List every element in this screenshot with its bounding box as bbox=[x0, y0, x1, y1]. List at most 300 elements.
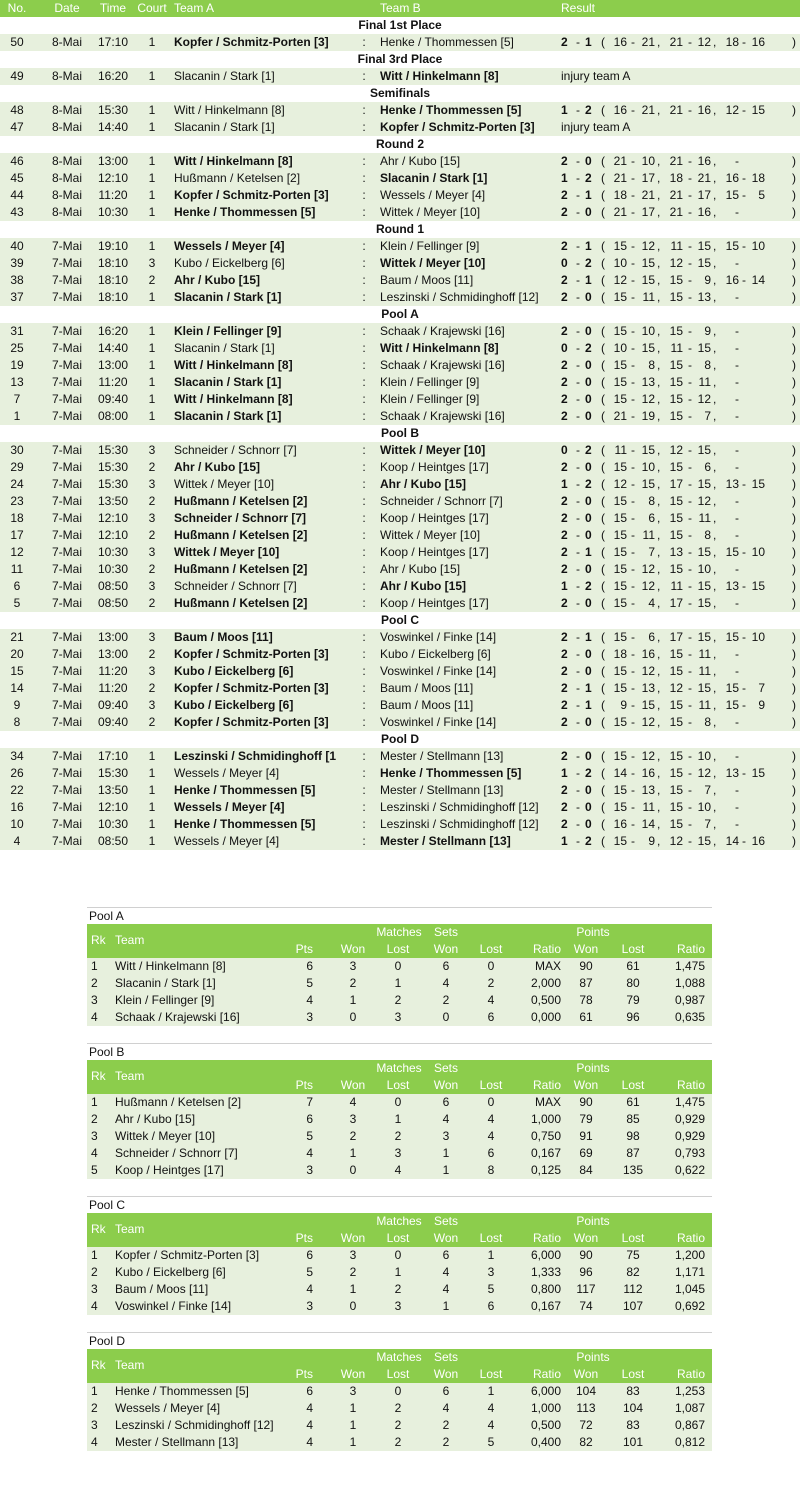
match-date: 8-Mai bbox=[51, 188, 82, 202]
set-score-a: 11 bbox=[670, 341, 683, 355]
matches-won: 3 bbox=[349, 1384, 357, 1398]
sets-won-a: 1 bbox=[561, 103, 568, 117]
match-row bbox=[0, 272, 800, 289]
match-court: 1 bbox=[148, 834, 156, 848]
set-dash: - bbox=[688, 664, 692, 678]
team-a: Wessels / Meyer [4] bbox=[174, 766, 280, 780]
header-lost: Lost bbox=[621, 1367, 645, 1381]
set-comma: , bbox=[657, 443, 661, 457]
match-row bbox=[0, 680, 800, 697]
sets-won-b: 0 bbox=[585, 749, 592, 763]
set-score-b: 7 bbox=[648, 545, 655, 559]
score-dash: - bbox=[576, 324, 580, 338]
sets-won-b: 1 bbox=[585, 545, 592, 559]
sets-won-a: 2 bbox=[561, 681, 568, 695]
set-score-b: 15 bbox=[641, 443, 655, 457]
set-dash: - bbox=[742, 766, 746, 780]
set-comma: , bbox=[657, 630, 661, 644]
set-score-a: 15 bbox=[669, 647, 683, 661]
set-score-a: 15 bbox=[725, 681, 739, 695]
header-won: Won bbox=[433, 1367, 459, 1381]
score-dash: - bbox=[576, 545, 580, 559]
sets-won-a: 2 bbox=[561, 324, 568, 338]
header-ratio: Ratio bbox=[532, 1078, 561, 1092]
match-row bbox=[0, 374, 800, 391]
points-won: 69 bbox=[579, 1146, 593, 1160]
set-score-a: 18 bbox=[613, 647, 627, 661]
sets-won-a: 2 bbox=[561, 392, 568, 406]
set-comma: , bbox=[713, 188, 717, 202]
set-dash: - bbox=[631, 766, 635, 780]
set-dash: - bbox=[688, 596, 692, 610]
match-row bbox=[0, 204, 800, 221]
set-dash: - bbox=[631, 681, 635, 695]
set-dash: - bbox=[688, 239, 692, 253]
paren-open: ( bbox=[601, 392, 605, 406]
set-dash: - bbox=[631, 171, 635, 185]
paren-close: ) bbox=[792, 392, 796, 406]
set-score-a: 15 bbox=[669, 698, 683, 712]
team: Witt / Hinkelmann [8] bbox=[115, 959, 226, 973]
set-score-a: 13 bbox=[669, 545, 683, 559]
team-a: Ahr / Kubo [15] bbox=[174, 460, 260, 474]
set-comma: , bbox=[713, 596, 717, 610]
sets-won: 4 bbox=[442, 976, 450, 990]
sets-ratio: 0,167 bbox=[530, 1299, 561, 1313]
team-b: Leszinski / Schmidinghoff [12] bbox=[380, 290, 539, 304]
team-a: Hußmann / Ketelsen [2] bbox=[174, 494, 308, 508]
matches-won: 0 bbox=[349, 1163, 357, 1177]
points-ratio: 1,200 bbox=[674, 1248, 705, 1262]
set-score-a: - bbox=[735, 460, 739, 474]
set-dash: - bbox=[688, 290, 692, 304]
paren-close: ) bbox=[792, 188, 796, 202]
header-lost: Lost bbox=[479, 942, 503, 956]
set-dash: - bbox=[688, 358, 692, 372]
header-ratio: Ratio bbox=[532, 1231, 561, 1245]
set-dash: - bbox=[688, 562, 692, 576]
team-b: Koop / Heintges [17] bbox=[380, 511, 489, 525]
header-lost: Lost bbox=[386, 1231, 410, 1245]
points-won: 72 bbox=[579, 1418, 593, 1432]
match-no: 9 bbox=[13, 698, 21, 712]
match-result bbox=[561, 833, 800, 850]
set-comma: , bbox=[657, 579, 661, 593]
set-score-b: 10 bbox=[641, 460, 655, 474]
match-no: 4 bbox=[13, 834, 21, 848]
points-total: 5 bbox=[306, 976, 313, 990]
sets-won-b: 0 bbox=[585, 647, 592, 661]
versus-separator: : bbox=[362, 205, 366, 219]
set-score-a: - bbox=[735, 409, 739, 423]
sets-ratio: 0,125 bbox=[530, 1163, 561, 1177]
standings-row bbox=[87, 1383, 712, 1400]
set-score-b: 15 bbox=[641, 341, 655, 355]
set-score-a: - bbox=[735, 749, 739, 763]
sets-lost: 6 bbox=[487, 1010, 495, 1024]
sets-won-b: 0 bbox=[585, 358, 592, 372]
set-score-a: - bbox=[735, 596, 739, 610]
set-dash: - bbox=[742, 681, 746, 695]
match-row bbox=[0, 782, 800, 799]
set-dash: - bbox=[631, 545, 635, 559]
points-total: 4 bbox=[306, 1418, 313, 1432]
sets-lost: 1 bbox=[487, 1248, 495, 1262]
rank: 2 bbox=[91, 976, 98, 990]
match-result bbox=[561, 204, 800, 221]
set-dash: - bbox=[688, 375, 692, 389]
team-a: Baum / Moos [11] bbox=[174, 630, 273, 644]
set-score-a: 15 bbox=[669, 528, 683, 542]
set-comma: , bbox=[657, 256, 661, 270]
paren-close: ) bbox=[792, 443, 796, 457]
match-no: 34 bbox=[10, 749, 24, 763]
set-comma: , bbox=[713, 324, 717, 338]
set-score-b: 12 bbox=[697, 494, 711, 508]
match-court: 2 bbox=[148, 273, 156, 287]
set-comma: , bbox=[657, 188, 661, 202]
sets-won: 6 bbox=[442, 1095, 450, 1109]
matches-lost: 2 bbox=[394, 1418, 402, 1432]
set-score-a: 15 bbox=[669, 392, 683, 406]
pool-spacer bbox=[87, 1179, 712, 1196]
section-title: Final 1st Place bbox=[0, 17, 800, 34]
paren-open: ( bbox=[601, 511, 605, 525]
paren-open: ( bbox=[601, 579, 605, 593]
header-matches: Matches bbox=[376, 1214, 422, 1228]
match-result bbox=[561, 578, 800, 595]
set-dash: - bbox=[742, 477, 746, 491]
set-score-a: 15 bbox=[613, 562, 627, 576]
set-comma: , bbox=[657, 511, 661, 525]
points-won: 82 bbox=[579, 1435, 593, 1449]
set-score-a: - bbox=[735, 341, 739, 355]
set-score-b: 11 bbox=[698, 511, 711, 525]
score-dash: - bbox=[576, 834, 580, 848]
set-score-a: 13 bbox=[725, 477, 739, 491]
match-time: 08:50 bbox=[97, 579, 129, 593]
set-score-a: - bbox=[735, 494, 739, 508]
team-b: Henke / Thommessen [5] bbox=[380, 766, 522, 780]
match-result bbox=[561, 544, 800, 561]
paren-close: ) bbox=[792, 647, 796, 661]
set-dash: - bbox=[742, 579, 746, 593]
set-score-a: 15 bbox=[613, 596, 627, 610]
match-row bbox=[0, 153, 800, 170]
header-team-a: Team A bbox=[174, 1, 215, 15]
set-score-b: 15 bbox=[751, 103, 765, 117]
set-comma: , bbox=[713, 681, 717, 695]
versus-separator: : bbox=[362, 375, 366, 389]
header-no: No. bbox=[7, 1, 27, 15]
match-date: 7-Mai bbox=[51, 749, 82, 763]
match-row bbox=[0, 442, 800, 459]
paren-close: ) bbox=[792, 800, 796, 814]
set-score-a: 15 bbox=[613, 630, 627, 644]
set-dash: - bbox=[688, 545, 692, 559]
set-score-a: 10 bbox=[613, 256, 627, 270]
set-score-a: 15 bbox=[669, 358, 683, 372]
set-score-b: 13 bbox=[697, 290, 711, 304]
score-dash: - bbox=[576, 647, 580, 661]
set-score-b: 11 bbox=[698, 664, 711, 678]
versus-separator: : bbox=[362, 766, 366, 780]
team-b: Ahr / Kubo [15] bbox=[380, 477, 466, 491]
match-time: 17:10 bbox=[97, 35, 129, 49]
standings-row bbox=[87, 1009, 712, 1026]
team-b: Wittek / Meyer [10] bbox=[380, 443, 486, 457]
set-score-a: 15 bbox=[613, 290, 627, 304]
matches-won: 2 bbox=[349, 1265, 357, 1279]
set-dash: - bbox=[688, 800, 692, 814]
team: Slacanin / Stark [1] bbox=[115, 976, 216, 990]
versus-separator: : bbox=[362, 579, 366, 593]
set-dash: - bbox=[631, 103, 635, 117]
points-total: 6 bbox=[306, 1248, 313, 1262]
set-dash: - bbox=[688, 834, 692, 848]
sets-won-a: 2 bbox=[561, 511, 568, 525]
set-score-a: 9 bbox=[620, 698, 627, 712]
set-comma: , bbox=[657, 834, 661, 848]
matches-lost: 0 bbox=[394, 959, 402, 973]
match-no: 48 bbox=[10, 103, 24, 117]
team: Voswinkel / Finke [14] bbox=[115, 1299, 232, 1313]
set-comma: , bbox=[657, 528, 661, 542]
team-b: Schaak / Krajewski [16] bbox=[380, 324, 505, 338]
sets-won-a: 2 bbox=[561, 409, 568, 423]
match-court: 1 bbox=[148, 375, 156, 389]
set-score-a: - bbox=[735, 375, 739, 389]
sets-won-b: 0 bbox=[585, 392, 592, 406]
match-row bbox=[0, 34, 800, 51]
set-dash: - bbox=[742, 239, 746, 253]
match-date: 7-Mai bbox=[51, 460, 82, 474]
header-ratio: Ratio bbox=[676, 1367, 705, 1381]
match-date: 7-Mai bbox=[51, 630, 82, 644]
versus-separator: : bbox=[362, 664, 366, 678]
paren-open: ( bbox=[601, 698, 605, 712]
sets-lost: 2 bbox=[487, 976, 495, 990]
sets-won: 4 bbox=[442, 1112, 450, 1126]
match-result bbox=[561, 663, 800, 680]
set-score-b: 8 bbox=[704, 715, 711, 729]
set-dash: - bbox=[688, 698, 692, 712]
match-result bbox=[561, 765, 800, 782]
match-court: 2 bbox=[148, 528, 156, 542]
score-dash: - bbox=[576, 494, 580, 508]
section-title: Pool A bbox=[0, 306, 800, 323]
set-score-b: 7 bbox=[704, 817, 711, 831]
set-score-b: 15 bbox=[697, 477, 711, 491]
set-score-a: 15 bbox=[613, 749, 627, 763]
match-no: 26 bbox=[10, 766, 24, 780]
set-comma: , bbox=[713, 749, 717, 763]
paren-open: ( bbox=[601, 817, 605, 831]
team-b: Schaak / Krajewski [16] bbox=[380, 358, 505, 372]
set-score-b: 10 bbox=[697, 800, 711, 814]
set-score-b: 15 bbox=[641, 273, 655, 287]
sets-won-a: 1 bbox=[561, 171, 568, 185]
sets-won-a: 2 bbox=[561, 647, 568, 661]
match-row bbox=[0, 527, 800, 544]
match-result bbox=[561, 782, 800, 799]
points-lost: 87 bbox=[626, 1146, 640, 1160]
sets-won-a: 2 bbox=[561, 358, 568, 372]
team: Kopfer / Schmitz-Porten [3] bbox=[115, 1248, 260, 1262]
set-comma: , bbox=[713, 409, 717, 423]
points-ratio: 0,812 bbox=[674, 1435, 705, 1449]
paren-close: ) bbox=[792, 494, 796, 508]
team-a: Kubo / Eickelberg [6] bbox=[174, 664, 294, 678]
set-dash: - bbox=[688, 341, 692, 355]
set-comma: , bbox=[657, 35, 661, 49]
points-lost: 80 bbox=[626, 976, 640, 990]
team-b: Baum / Moos [11] bbox=[380, 681, 474, 695]
sets-won-b: 1 bbox=[585, 273, 592, 287]
versus-separator: : bbox=[362, 817, 366, 831]
set-comma: , bbox=[657, 239, 661, 253]
sets-won: 2 bbox=[442, 993, 450, 1007]
set-score-b: 15 bbox=[697, 834, 711, 848]
team: Ahr / Kubo [15] bbox=[115, 1112, 196, 1126]
score-dash: - bbox=[576, 341, 580, 355]
paren-close: ) bbox=[792, 171, 796, 185]
match-date: 7-Mai bbox=[51, 290, 82, 304]
set-comma: , bbox=[713, 290, 717, 304]
match-court: 1 bbox=[148, 392, 156, 406]
match-court: 1 bbox=[148, 324, 156, 338]
match-row bbox=[0, 799, 800, 816]
score-dash: - bbox=[576, 171, 580, 185]
points-ratio: 1,045 bbox=[674, 1282, 705, 1296]
match-no: 11 bbox=[10, 562, 24, 576]
set-dash: - bbox=[631, 341, 635, 355]
sets-lost: 0 bbox=[487, 959, 495, 973]
sets-lost: 4 bbox=[487, 993, 495, 1007]
team-b: Kubo / Eickelberg [6] bbox=[380, 647, 491, 661]
match-court: 1 bbox=[148, 35, 156, 49]
set-score-b: 15 bbox=[751, 579, 765, 593]
header-rk: Rk bbox=[91, 1358, 106, 1372]
match-court: 3 bbox=[148, 511, 156, 525]
set-score-a: 21 bbox=[669, 103, 683, 117]
standings-row bbox=[87, 958, 712, 975]
set-dash: - bbox=[631, 783, 635, 797]
result-note: injury team A bbox=[561, 120, 631, 134]
sets-won: 2 bbox=[442, 1418, 450, 1432]
sets-won: 6 bbox=[442, 959, 450, 973]
matches-lost: 3 bbox=[394, 1010, 402, 1024]
match-time: 13:50 bbox=[97, 494, 129, 508]
header-lost: Lost bbox=[621, 942, 645, 956]
sets-won-a: 2 bbox=[561, 545, 568, 559]
match-court: 2 bbox=[148, 562, 156, 576]
header-time: Time bbox=[99, 1, 127, 15]
header-lost: Lost bbox=[479, 1367, 503, 1381]
set-score-b: 11 bbox=[642, 528, 655, 542]
score-dash: - bbox=[576, 664, 580, 678]
match-date: 7-Mai bbox=[51, 579, 82, 593]
set-score-a: - bbox=[735, 392, 739, 406]
match-date: 7-Mai bbox=[51, 375, 82, 389]
set-score-a: 15 bbox=[613, 834, 627, 848]
versus-separator: : bbox=[362, 69, 366, 83]
match-row bbox=[0, 544, 800, 561]
team-b: Koop / Heintges [17] bbox=[380, 596, 489, 610]
rank: 4 bbox=[91, 1010, 98, 1024]
match-court: 3 bbox=[148, 256, 156, 270]
set-dash: - bbox=[631, 409, 635, 423]
set-dash: - bbox=[631, 324, 635, 338]
match-time: 13:00 bbox=[97, 358, 129, 372]
set-comma: , bbox=[713, 358, 717, 372]
set-score-a: 12 bbox=[669, 834, 683, 848]
paren-open: ( bbox=[601, 783, 605, 797]
set-comma: , bbox=[713, 800, 717, 814]
sets-won-b: 0 bbox=[585, 715, 592, 729]
team-a: Kubo / Eickelberg [6] bbox=[174, 698, 294, 712]
header-rk: Rk bbox=[91, 1069, 106, 1083]
set-score-a: 15 bbox=[669, 460, 683, 474]
match-time: 15:30 bbox=[97, 103, 129, 117]
score-dash: - bbox=[576, 596, 580, 610]
set-comma: , bbox=[713, 205, 717, 219]
match-court: 2 bbox=[148, 460, 156, 474]
sets-won-a: 0 bbox=[561, 443, 568, 457]
match-row bbox=[0, 646, 800, 663]
set-score-b: 21 bbox=[641, 103, 655, 117]
sets-won-a: 2 bbox=[561, 698, 568, 712]
match-date: 8-Mai bbox=[51, 154, 82, 168]
team-b: Voswinkel / Finke [14] bbox=[380, 664, 497, 678]
set-score-b: 21 bbox=[641, 35, 655, 49]
set-comma: , bbox=[657, 460, 661, 474]
set-dash: - bbox=[742, 188, 746, 202]
pool-title: Pool D bbox=[87, 1332, 712, 1349]
set-score-a: 21 bbox=[669, 188, 683, 202]
points-won: 78 bbox=[579, 993, 593, 1007]
header-won: Won bbox=[340, 1367, 366, 1381]
set-score-a: 15 bbox=[669, 324, 683, 338]
matches-lost: 2 bbox=[394, 1129, 402, 1143]
set-dash: - bbox=[688, 817, 692, 831]
points-total: 4 bbox=[306, 1401, 313, 1415]
section-title: Round 1 bbox=[0, 221, 800, 238]
set-comma: , bbox=[657, 817, 661, 831]
match-row bbox=[0, 578, 800, 595]
match-time: 12:10 bbox=[97, 171, 129, 185]
match-no: 43 bbox=[10, 205, 24, 219]
header-won: Won bbox=[433, 942, 459, 956]
set-score-a: 17 bbox=[669, 477, 683, 491]
set-score-b: 15 bbox=[751, 766, 765, 780]
set-dash: - bbox=[631, 256, 635, 270]
set-comma: , bbox=[713, 664, 717, 678]
paren-close: ) bbox=[792, 358, 796, 372]
set-dash: - bbox=[742, 698, 746, 712]
pool-header bbox=[87, 1349, 712, 1383]
sets-won: 6 bbox=[442, 1384, 450, 1398]
set-score-b: 15 bbox=[697, 545, 711, 559]
match-date: 7-Mai bbox=[51, 477, 82, 491]
points-ratio: 1,475 bbox=[674, 959, 705, 973]
match-court: 3 bbox=[148, 545, 156, 559]
team-b: Wittek / Meyer [10] bbox=[380, 256, 486, 270]
set-score-a: 21 bbox=[613, 154, 627, 168]
set-comma: , bbox=[713, 715, 717, 729]
team-a: Kubo / Eickelberg [6] bbox=[174, 256, 285, 270]
set-score-b: 4 bbox=[648, 596, 655, 610]
